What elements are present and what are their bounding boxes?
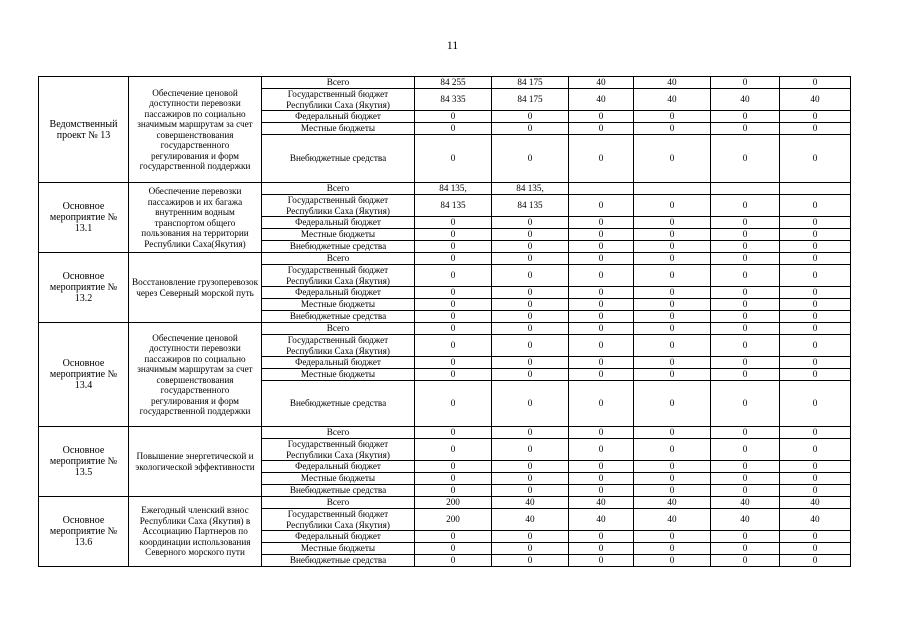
value-cell: 0 bbox=[634, 381, 711, 427]
funding-source: Федеральный бюджет bbox=[262, 531, 415, 543]
value-cell: 0 bbox=[492, 369, 569, 381]
value-cell: 0 bbox=[634, 555, 711, 567]
value-cell: 40 bbox=[780, 509, 851, 531]
value-cell: 0 bbox=[634, 111, 711, 123]
value-cell: 0 bbox=[634, 311, 711, 323]
value-cell: 0 bbox=[415, 323, 492, 335]
value-cell: 0 bbox=[780, 241, 851, 253]
value-cell: 0 bbox=[711, 531, 780, 543]
value-cell: 40 bbox=[780, 89, 851, 111]
value-cell: 0 bbox=[415, 485, 492, 497]
value-cell: 0 bbox=[634, 335, 711, 357]
table-row bbox=[39, 323, 851, 335]
value-cell: 0 bbox=[634, 357, 711, 369]
value-cell: 0 bbox=[711, 135, 780, 183]
value-cell: 0 bbox=[780, 381, 851, 427]
value-cell: 0 bbox=[569, 485, 634, 497]
value-cell: 0 bbox=[569, 543, 634, 555]
value-cell: 0 bbox=[634, 427, 711, 439]
value-cell: 0 bbox=[415, 135, 492, 183]
funding-source: Федеральный бюджет bbox=[262, 111, 415, 123]
value-cell: 0 bbox=[569, 265, 634, 287]
funding-source: Всего bbox=[262, 183, 415, 195]
value-cell: 40 bbox=[634, 89, 711, 111]
funding-source: Федеральный бюджет bbox=[262, 217, 415, 229]
value-cell: 0 bbox=[634, 531, 711, 543]
group-description: Ежегодный членский взнос Республики Саха (Якутия) в Ассоциацию Партнеров по координации использования Северного морского пути bbox=[129, 497, 262, 567]
value-cell: 0 bbox=[780, 335, 851, 357]
value-cell: 0 bbox=[415, 287, 492, 299]
table-row bbox=[39, 497, 851, 509]
value-cell: 0 bbox=[492, 473, 569, 485]
value-cell: 0 bbox=[415, 461, 492, 473]
value-cell: 0 bbox=[492, 217, 569, 229]
value-cell: 0 bbox=[711, 323, 780, 335]
value-cell: 0 bbox=[492, 439, 569, 461]
value-cell: 0 bbox=[780, 369, 851, 381]
value-cell: 0 bbox=[711, 253, 780, 265]
value-cell: 0 bbox=[711, 265, 780, 287]
value-cell: 40 bbox=[569, 89, 634, 111]
value-cell: 0 bbox=[569, 229, 634, 241]
value-cell: 84 135, bbox=[492, 183, 569, 195]
group-label: Основное мероприятие № 13.2 bbox=[39, 253, 129, 323]
value-cell: 0 bbox=[634, 135, 711, 183]
value-cell: 0 bbox=[711, 439, 780, 461]
value-cell: 0 bbox=[415, 229, 492, 241]
value-cell: 0 bbox=[780, 323, 851, 335]
group-description: Обеспечение перевозки пассажиров и их багажа внутренним водным транспортом общего пользования на территории Республики Саха(Якутия) bbox=[129, 183, 262, 253]
group-label: Основное мероприятие № 13.5 bbox=[39, 427, 129, 497]
value-cell: 0 bbox=[415, 369, 492, 381]
value-cell: 0 bbox=[780, 439, 851, 461]
value-cell: 0 bbox=[780, 543, 851, 555]
value-cell: 84 135, bbox=[415, 183, 492, 195]
value-cell: 0 bbox=[569, 123, 634, 135]
value-cell: 0 bbox=[492, 135, 569, 183]
value-cell: 0 bbox=[711, 369, 780, 381]
value-cell: 84 135 bbox=[492, 195, 569, 217]
value-cell: 40 bbox=[711, 89, 780, 111]
value-cell: 84 255 bbox=[415, 77, 492, 89]
group-description: Обеспечение ценовой доступности перевозки пассажиров по социально значимым маршрутам за счет совершенствования государственного регулирования и форм государственной поддержки bbox=[129, 77, 262, 183]
value-cell: 0 bbox=[415, 241, 492, 253]
value-cell: 0 bbox=[415, 531, 492, 543]
funding-source: Местные бюджеты bbox=[262, 299, 415, 311]
value-cell: 0 bbox=[780, 253, 851, 265]
value-cell: 0 bbox=[634, 473, 711, 485]
value-cell: 0 bbox=[415, 555, 492, 567]
value-cell: 0 bbox=[492, 531, 569, 543]
value-cell bbox=[780, 183, 851, 195]
value-cell: 0 bbox=[569, 311, 634, 323]
funding-source: Государственный бюджет Республики Саха (Якутия) bbox=[262, 509, 415, 531]
value-cell: 0 bbox=[569, 111, 634, 123]
value-cell: 0 bbox=[634, 485, 711, 497]
value-cell: 0 bbox=[569, 253, 634, 265]
table-row bbox=[39, 253, 851, 265]
funding-source: Внебюджетные средства bbox=[262, 135, 415, 183]
value-cell: 0 bbox=[415, 473, 492, 485]
funding-source: Местные бюджеты bbox=[262, 473, 415, 485]
group-label: Основное мероприятие № 13.4 bbox=[39, 323, 129, 427]
funding-source: Государственный бюджет Республики Саха (Якутия) bbox=[262, 195, 415, 217]
value-cell: 0 bbox=[569, 381, 634, 427]
group-description: Обеспечение ценовой доступности перевозки пассажиров по социально значимым маршрутам за счет совершенствования государственного регулирования и форм государственной поддержки bbox=[129, 323, 262, 427]
funding-source: Внебюджетные средства bbox=[262, 241, 415, 253]
value-cell: 0 bbox=[711, 381, 780, 427]
value-cell: 0 bbox=[711, 195, 780, 217]
value-cell: 0 bbox=[634, 543, 711, 555]
funding-source: Всего bbox=[262, 323, 415, 335]
funding-source: Федеральный бюджет bbox=[262, 357, 415, 369]
value-cell: 0 bbox=[634, 323, 711, 335]
value-cell: 0 bbox=[492, 543, 569, 555]
value-cell: 0 bbox=[569, 473, 634, 485]
value-cell: 0 bbox=[780, 111, 851, 123]
value-cell: 0 bbox=[569, 217, 634, 229]
funding-source: Внебюджетные средства bbox=[262, 485, 415, 497]
value-cell: 0 bbox=[415, 381, 492, 427]
funding-source: Всего bbox=[262, 427, 415, 439]
funding-source: Федеральный бюджет bbox=[262, 461, 415, 473]
budget-table bbox=[38, 76, 851, 567]
value-cell: 0 bbox=[780, 531, 851, 543]
value-cell: 0 bbox=[634, 217, 711, 229]
value-cell: 0 bbox=[711, 357, 780, 369]
funding-source: Внебюджетные средства bbox=[262, 381, 415, 427]
value-cell: 0 bbox=[780, 195, 851, 217]
funding-source: Местные бюджеты bbox=[262, 543, 415, 555]
value-cell: 0 bbox=[415, 111, 492, 123]
funding-source: Всего bbox=[262, 77, 415, 89]
value-cell: 0 bbox=[780, 123, 851, 135]
value-cell: 0 bbox=[492, 485, 569, 497]
value-cell: 0 bbox=[569, 357, 634, 369]
value-cell: 40 bbox=[634, 509, 711, 531]
funding-source: Местные бюджеты bbox=[262, 369, 415, 381]
value-cell: 0 bbox=[492, 555, 569, 567]
value-cell: 0 bbox=[634, 253, 711, 265]
value-cell: 0 bbox=[492, 357, 569, 369]
value-cell: 0 bbox=[415, 311, 492, 323]
value-cell: 0 bbox=[415, 253, 492, 265]
value-cell: 0 bbox=[492, 427, 569, 439]
funding-source: Всего bbox=[262, 497, 415, 509]
funding-source: Государственный бюджет Республики Саха (Якутия) bbox=[262, 265, 415, 287]
value-cell: 0 bbox=[415, 439, 492, 461]
value-cell: 0 bbox=[780, 473, 851, 485]
value-cell: 0 bbox=[415, 543, 492, 555]
value-cell: 0 bbox=[780, 555, 851, 567]
value-cell: 40 bbox=[711, 497, 780, 509]
value-cell: 0 bbox=[634, 265, 711, 287]
value-cell: 0 bbox=[492, 229, 569, 241]
value-cell: 0 bbox=[569, 323, 634, 335]
value-cell: 0 bbox=[711, 111, 780, 123]
value-cell: 0 bbox=[492, 381, 569, 427]
value-cell: 0 bbox=[780, 135, 851, 183]
value-cell: 40 bbox=[634, 77, 711, 89]
value-cell: 0 bbox=[634, 461, 711, 473]
value-cell: 0 bbox=[492, 287, 569, 299]
value-cell: 84 135 bbox=[415, 195, 492, 217]
funding-source: Всего bbox=[262, 253, 415, 265]
value-cell: 40 bbox=[492, 509, 569, 531]
value-cell: 40 bbox=[569, 77, 634, 89]
value-cell: 0 bbox=[711, 299, 780, 311]
value-cell: 200 bbox=[415, 497, 492, 509]
value-cell: 0 bbox=[569, 531, 634, 543]
value-cell: 0 bbox=[780, 427, 851, 439]
value-cell: 0 bbox=[634, 241, 711, 253]
value-cell: 0 bbox=[634, 123, 711, 135]
funding-source: Федеральный бюджет bbox=[262, 287, 415, 299]
value-cell: 0 bbox=[415, 299, 492, 311]
value-cell: 40 bbox=[492, 497, 569, 509]
value-cell: 0 bbox=[780, 265, 851, 287]
value-cell: 0 bbox=[492, 299, 569, 311]
value-cell: 0 bbox=[780, 461, 851, 473]
value-cell: 0 bbox=[634, 369, 711, 381]
value-cell: 0 bbox=[634, 299, 711, 311]
value-cell: 40 bbox=[711, 509, 780, 531]
value-cell: 0 bbox=[492, 253, 569, 265]
value-cell: 0 bbox=[569, 439, 634, 461]
value-cell: 0 bbox=[569, 241, 634, 253]
value-cell: 0 bbox=[711, 461, 780, 473]
value-cell: 0 bbox=[634, 229, 711, 241]
value-cell: 0 bbox=[711, 287, 780, 299]
value-cell: 200 bbox=[415, 509, 492, 531]
value-cell: 0 bbox=[569, 195, 634, 217]
value-cell: 0 bbox=[780, 299, 851, 311]
value-cell: 0 bbox=[711, 123, 780, 135]
value-cell: 0 bbox=[711, 473, 780, 485]
value-cell: 0 bbox=[492, 241, 569, 253]
value-cell: 0 bbox=[492, 335, 569, 357]
value-cell: 0 bbox=[569, 427, 634, 439]
value-cell: 0 bbox=[711, 335, 780, 357]
funding-source: Государственный бюджет Республики Саха (Якутия) bbox=[262, 439, 415, 461]
value-cell: 0 bbox=[492, 111, 569, 123]
value-cell: 0 bbox=[711, 485, 780, 497]
value-cell: 40 bbox=[634, 497, 711, 509]
value-cell: 0 bbox=[780, 77, 851, 89]
value-cell: 0 bbox=[569, 369, 634, 381]
page-number: 11 bbox=[446, 38, 459, 52]
value-cell bbox=[634, 183, 711, 195]
value-cell: 0 bbox=[492, 311, 569, 323]
value-cell: 0 bbox=[492, 123, 569, 135]
value-cell: 0 bbox=[711, 217, 780, 229]
value-cell: 40 bbox=[569, 509, 634, 531]
funding-source: Внебюджетные средства bbox=[262, 555, 415, 567]
value-cell: 0 bbox=[711, 229, 780, 241]
value-cell bbox=[569, 183, 634, 195]
funding-source: Государственный бюджет Республики Саха (Якутия) bbox=[262, 89, 415, 111]
value-cell: 0 bbox=[569, 287, 634, 299]
value-cell: 84 335 bbox=[415, 89, 492, 111]
value-cell: 0 bbox=[711, 241, 780, 253]
value-cell: 0 bbox=[415, 265, 492, 287]
funding-source: Местные бюджеты bbox=[262, 123, 415, 135]
value-cell: 0 bbox=[415, 357, 492, 369]
funding-source: Государственный бюджет Республики Саха (Якутия) bbox=[262, 335, 415, 357]
value-cell: 0 bbox=[569, 461, 634, 473]
value-cell bbox=[711, 183, 780, 195]
value-cell: 0 bbox=[780, 287, 851, 299]
value-cell: 0 bbox=[415, 217, 492, 229]
value-cell: 0 bbox=[711, 77, 780, 89]
value-cell: 0 bbox=[569, 555, 634, 567]
value-cell: 0 bbox=[780, 217, 851, 229]
value-cell: 0 bbox=[711, 311, 780, 323]
value-cell: 0 bbox=[780, 357, 851, 369]
table-row bbox=[39, 427, 851, 439]
value-cell: 0 bbox=[634, 287, 711, 299]
value-cell: 40 bbox=[780, 497, 851, 509]
table-row bbox=[39, 77, 851, 89]
value-cell: 0 bbox=[634, 439, 711, 461]
value-cell: 0 bbox=[569, 335, 634, 357]
value-cell: 0 bbox=[711, 427, 780, 439]
group-label: Основное мероприятие № 13.6 bbox=[39, 497, 129, 567]
value-cell: 0 bbox=[780, 229, 851, 241]
funding-source: Местные бюджеты bbox=[262, 229, 415, 241]
value-cell: 0 bbox=[780, 485, 851, 497]
value-cell: 0 bbox=[415, 427, 492, 439]
value-cell: 0 bbox=[711, 543, 780, 555]
value-cell: 0 bbox=[415, 335, 492, 357]
group-label: Основное мероприятие № 13.1 bbox=[39, 183, 129, 253]
group-description: Повышение энергетической и экологической эффективности bbox=[129, 427, 262, 497]
funding-source: Внебюджетные средства bbox=[262, 311, 415, 323]
value-cell: 0 bbox=[711, 555, 780, 567]
group-description: Восстановление грузоперевозок через Северный морской путь bbox=[129, 253, 262, 323]
value-cell: 0 bbox=[492, 323, 569, 335]
value-cell: 40 bbox=[569, 497, 634, 509]
table-row bbox=[39, 183, 851, 195]
value-cell: 0 bbox=[415, 123, 492, 135]
value-cell: 84 175 bbox=[492, 89, 569, 111]
value-cell: 0 bbox=[569, 299, 634, 311]
value-cell: 0 bbox=[492, 461, 569, 473]
group-label: Ведомственный проект № 13 bbox=[39, 77, 129, 183]
value-cell: 0 bbox=[569, 135, 634, 183]
value-cell: 0 bbox=[634, 195, 711, 217]
value-cell: 84 175 bbox=[492, 77, 569, 89]
value-cell: 0 bbox=[780, 311, 851, 323]
value-cell: 0 bbox=[492, 265, 569, 287]
